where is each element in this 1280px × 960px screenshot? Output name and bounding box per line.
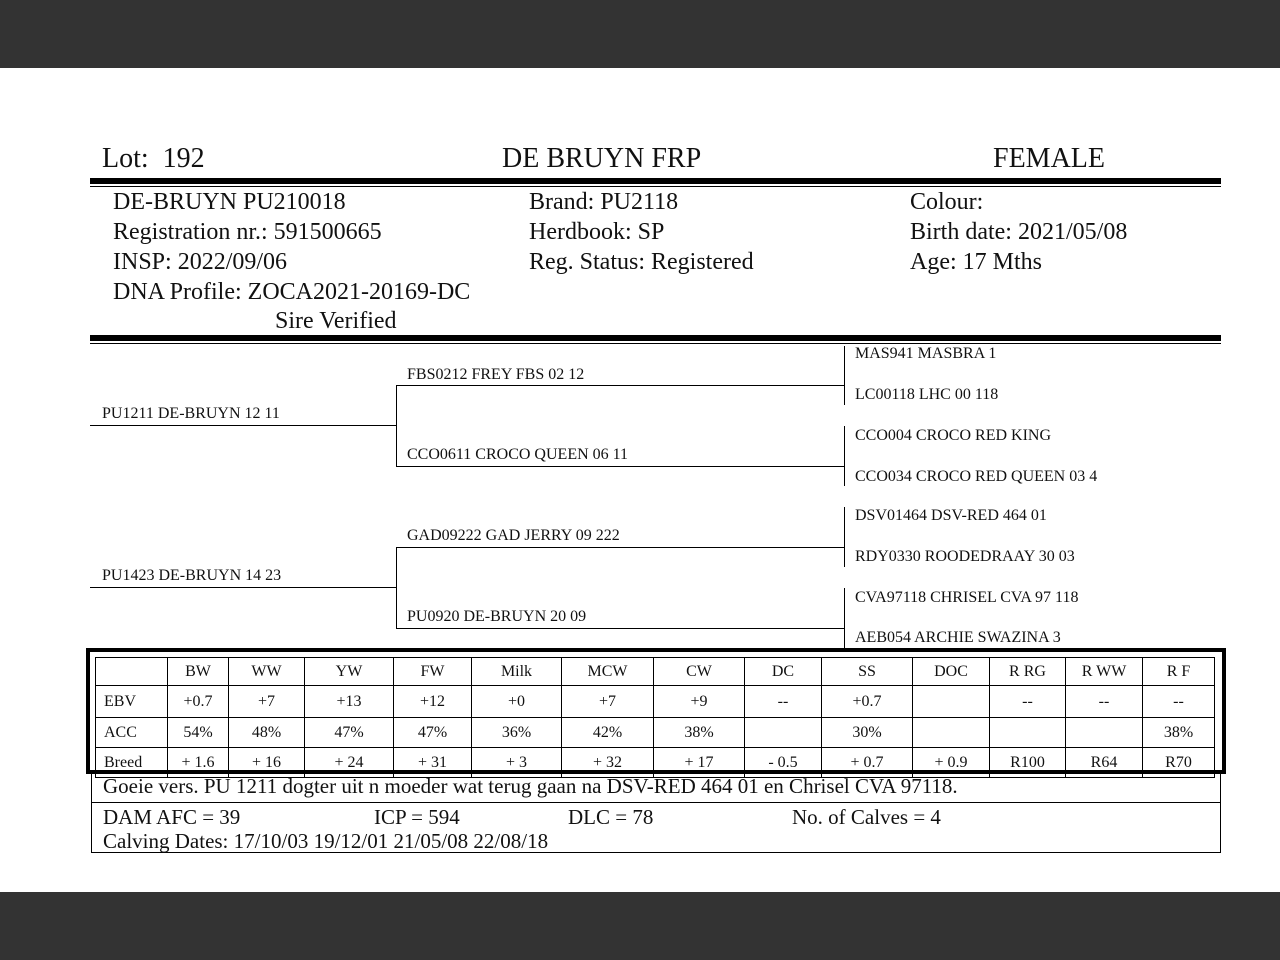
- registration-number: Registration nr.: 591500665: [113, 219, 382, 245]
- table-cell: +12: [394, 686, 472, 718]
- colour: Colour:: [910, 189, 984, 215]
- table-cell: +7: [562, 686, 654, 718]
- dam-line: [90, 587, 396, 588]
- ds-line: [396, 547, 844, 548]
- pedigree-sire: PU1211 DE-BRUYN 12 11: [102, 405, 280, 422]
- table-header-cell: YW: [305, 658, 394, 686]
- ss-bracket: [844, 346, 845, 405]
- pedigree-ggp: MAS941 MASBRA 1: [855, 345, 997, 362]
- table-header-cell: Milk: [472, 658, 562, 686]
- sex-label: FEMALE: [993, 143, 1105, 174]
- table-cell: - 0.5: [745, 748, 822, 778]
- herdbook: Herdbook: SP: [529, 219, 665, 245]
- calves-count: No. of Calves = 4: [792, 805, 941, 829]
- table-cell: 36%: [472, 718, 562, 748]
- dam-bracket: [396, 547, 397, 628]
- table-cell: + 0.9: [913, 748, 990, 778]
- pedigree-ggp: CCO034 CROCO RED QUEEN 03 4: [855, 468, 1098, 485]
- lot-label: Lot: 192: [102, 143, 205, 174]
- insp-date: INSP: 2022/09/06: [113, 249, 288, 275]
- table-cell: +9: [654, 686, 745, 718]
- table-header-cell: WW: [229, 658, 305, 686]
- ds-bracket: [844, 507, 845, 567]
- sire-bracket: [396, 385, 397, 466]
- table-header-cell: SS: [822, 658, 913, 686]
- table-header-cell: DC: [745, 658, 822, 686]
- row-label: ACC: [96, 718, 168, 748]
- pedigree-sire-dam: CCO0611 CROCO QUEEN 06 11: [407, 446, 629, 463]
- table-cell: + 24: [305, 748, 394, 778]
- table-cell: +0.7: [822, 686, 913, 718]
- reg-status: Reg. Status: Registered: [529, 249, 754, 275]
- info-rule-thick: [90, 335, 1221, 341]
- table-cell: + 17: [654, 748, 745, 778]
- table-header-cell: R WW: [1066, 658, 1143, 686]
- table-cell: + 1.6: [168, 748, 229, 778]
- notes-divider: [92, 802, 1220, 803]
- table-cell: [913, 686, 990, 718]
- calving-dates: Calving Dates: 17/10/03 19/12/01 21/05/08 22/08/18: [103, 829, 549, 853]
- ebv-table: [95, 657, 1215, 778]
- table-cell: + 31: [394, 748, 472, 778]
- table-cell: +0: [472, 686, 562, 718]
- table-header-cell: MCW: [562, 658, 654, 686]
- table-cell: --: [990, 686, 1066, 718]
- table-cell: 48%: [229, 718, 305, 748]
- table-cell: [913, 718, 990, 748]
- table-cell: 30%: [822, 718, 913, 748]
- table-cell: --: [745, 686, 822, 718]
- table-cell: 47%: [394, 718, 472, 748]
- table-header-cell: FW: [394, 658, 472, 686]
- pedigree-ggp: CVA97118 CHRISEL CVA 97 118: [855, 589, 1079, 606]
- table-cell: R70: [1143, 748, 1215, 778]
- table-cell: + 0.7: [822, 748, 913, 778]
- table-header-cell: R F: [1143, 658, 1215, 686]
- breeder-name: DE BRUYN FRP: [502, 143, 702, 174]
- sd-line: [396, 466, 844, 467]
- ss-line: [396, 385, 844, 386]
- brand: Brand: PU2118: [529, 189, 679, 215]
- table-header-cell: R RG: [990, 658, 1066, 686]
- dlc: DLC = 78: [568, 805, 654, 829]
- pedigree-ggp: DSV01464 DSV-RED 464 01: [855, 507, 1047, 524]
- dd-bracket: [844, 588, 845, 648]
- pedigree-dam: PU1423 DE-BRUYN 14 23: [102, 567, 282, 584]
- top-frame-bar: [0, 0, 1280, 68]
- table-cell: [1066, 718, 1143, 748]
- table-cell: + 3: [472, 748, 562, 778]
- table-cell: +7: [229, 686, 305, 718]
- table-cell: [96, 658, 168, 686]
- pedigree-ggp: AEB054 ARCHIE SWAZINA 3: [855, 629, 1061, 646]
- table-cell: +0.7: [168, 686, 229, 718]
- table-header-cell: CW: [654, 658, 745, 686]
- row-label: Breed: [96, 748, 168, 778]
- info-rule-thin: [90, 343, 1221, 344]
- pedigree-ggp: LC00118 LHC 00 118: [855, 386, 999, 403]
- table-cell: 42%: [562, 718, 654, 748]
- header-rule-thick: [90, 178, 1221, 184]
- ebv-header-row: [96, 658, 1215, 686]
- dna-profile: DNA Profile: ZOCA2021-20169-DC: [113, 279, 471, 305]
- dd-line: [396, 628, 844, 629]
- table-cell: + 32: [562, 748, 654, 778]
- sd-bracket: [844, 426, 845, 486]
- lot-number: 192: [162, 143, 205, 174]
- birth-date: Birth date: 2021/05/08: [910, 219, 1128, 245]
- sire-verified: Sire Verified: [275, 308, 397, 334]
- acc-row: [96, 718, 1215, 748]
- animal-name: DE-BRUYN PU210018: [113, 189, 346, 215]
- table-cell: R100: [990, 748, 1066, 778]
- pedigree-dam-dam: PU0920 DE-BRUYN 20 09: [407, 608, 587, 625]
- table-cell: 38%: [1143, 718, 1215, 748]
- table-cell: 38%: [654, 718, 745, 748]
- dam-afc: DAM AFC = 39: [103, 805, 241, 829]
- table-cell: [745, 718, 822, 748]
- table-cell: --: [1066, 686, 1143, 718]
- pedigree-sire-sire: FBS0212 FREY FBS 02 12: [407, 366, 585, 383]
- sire-line: [90, 425, 396, 426]
- row-label: EBV: [96, 686, 168, 718]
- icp: ICP = 594: [374, 805, 460, 829]
- table-cell: 47%: [305, 718, 394, 748]
- pedigree-ggp: RDY0330 ROODEDRAAY 30 03: [855, 548, 1075, 565]
- ebv-row: [96, 686, 1215, 718]
- age: Age: 17 Mths: [910, 249, 1042, 275]
- table-cell: +13: [305, 686, 394, 718]
- notes-box: [91, 773, 1221, 853]
- table-cell: + 16: [229, 748, 305, 778]
- table-cell: --: [1143, 686, 1215, 718]
- table-cell: R64: [1066, 748, 1143, 778]
- table-header-cell: DOC: [913, 658, 990, 686]
- table-cell: [990, 718, 1066, 748]
- pedigree-ggp: CCO004 CROCO RED KING: [855, 427, 1052, 444]
- comment: Goeie vers. PU 1211 dogter uit n moeder wat terug gaan na DSV-RED 464 01 en Chrisel CVA 97118.: [103, 774, 958, 798]
- table-cell: 54%: [168, 718, 229, 748]
- table-header-cell: BW: [168, 658, 229, 686]
- bottom-frame-bar: [0, 892, 1280, 960]
- pedigree-dam-sire: GAD09222 GAD JERRY 09 222: [407, 527, 620, 544]
